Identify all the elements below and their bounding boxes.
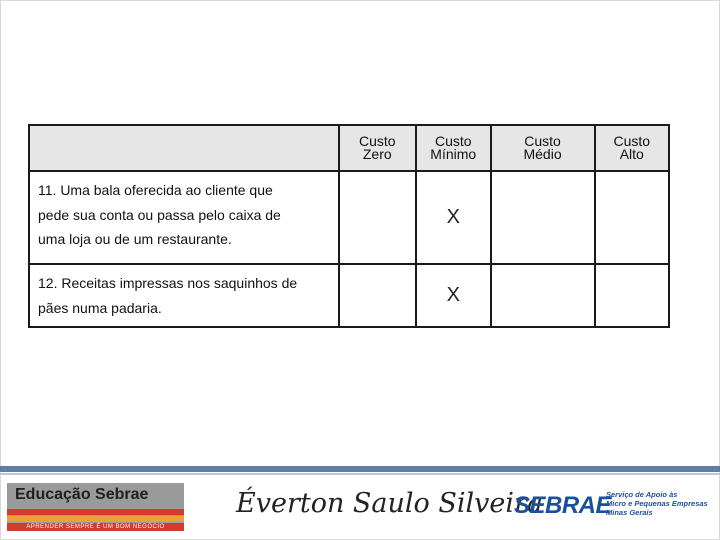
header-line: Alto [619,146,644,162]
header-line: Custo [434,133,472,149]
mark-cell [491,171,595,264]
item-text-cell [29,264,339,327]
footer-band [0,466,720,472]
mark-cell: X [416,264,491,327]
header-line: Mínimo [430,146,477,162]
item-text-line: 12. Receitas impressas nos saquinhos de [38,275,298,291]
header-line: Médio [523,146,562,162]
mark-cell [595,264,669,327]
header-cell-custo-medio [491,125,595,171]
item-text-line: pede sua conta ou passa pelo caixa de [38,206,281,223]
sebrae-subtitle-line: Serviço de Apoio às [606,490,678,499]
header-cell-custo-zero [339,125,416,171]
educacao-sebrae-logo [7,483,184,531]
sebrae-subtitle-line: Micro e Pequenas Empresas [606,499,708,508]
table-row [29,264,669,327]
cost-table [28,124,670,328]
header-line: Custo [524,133,561,149]
header-line: Custo [613,133,651,149]
header-cell-item [29,125,339,171]
sebrae-logo-name: SEBRAE [514,492,612,519]
mark-cell [491,264,595,327]
header-line: Custo [358,133,396,149]
logo-stripe [7,509,184,515]
footer-band-thin [0,473,720,475]
sebrae-logo [514,486,714,530]
mark-cell [339,171,416,264]
educacao-sebrae-logo-title: Educação Sebrae [15,486,149,503]
mark-cell: X [416,171,491,264]
header-cell-custo-alto [595,125,669,171]
educacao-sebrae-slogan: APRENDER SEMPRE É UM BOM NEGÓCIO [7,523,184,531]
header-line: Zero [362,146,392,162]
logo-stripe [7,516,184,522]
header-cell-custo-minimo [416,125,491,171]
mark-cell [339,264,416,327]
table-header-row [29,125,669,171]
item-text-line: pães numa padaria. [38,299,162,316]
mark-cell [595,171,669,264]
item-text-line: 11. Uma bala oferecida ao cliente que [38,182,273,198]
sebrae-logo-subtitle [606,490,714,517]
item-text-cell [29,171,339,264]
table-row [29,171,669,264]
item-text-line: uma loja ou de um restaurante. [38,231,232,247]
sebrae-subtitle-line: Minas Gerais [606,508,653,517]
author-name: Éverton Saulo Silveira [236,488,544,519]
